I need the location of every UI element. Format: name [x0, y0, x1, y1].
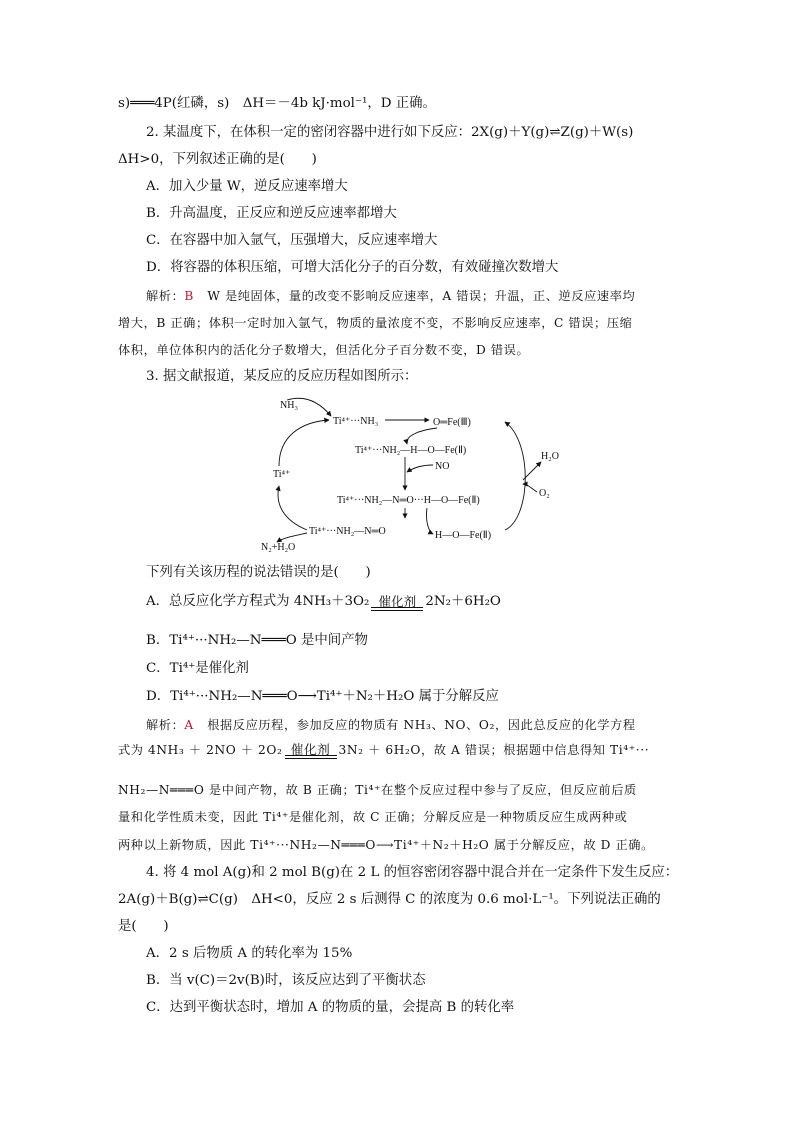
q2-explanation-line1: [146, 287, 635, 305]
label-o-fe3: O═Fe(Ⅲ): [433, 417, 471, 428]
arrow-cycle-right: [505, 422, 525, 530]
arrow-no-in: [407, 465, 433, 472]
label-ti-nh2-h-o-fe2: Ti⁴⁺···NH₂—H—O—Fe(Ⅱ): [355, 445, 467, 456]
q3-explanation-line5: 两种以上新物质，因此 Ti⁴⁺···NH₂—N═══O⟶Ti⁴⁺＋N₂＋H₂O 属于分解反应，故 D 正确。: [118, 838, 654, 852]
q3-question: 下列有关该历程的说法错误的是( ): [146, 565, 371, 580]
q3-explanation-line2: [118, 736, 649, 764]
q3-explanation-line4: 量和化学性质未变，因此 Ti⁴⁺是催化剂，故 C 正确；分解反应是一种物质反应生成两种或: [118, 810, 628, 824]
q3-stem: 3. 据文献报道，某反应的反应历程如图所示：: [146, 369, 418, 384]
label-ti4: Ti⁴⁺: [273, 469, 291, 480]
q4-option-c: C．达到平衡状态时，增加 A 的物质的量，会提高 B 的转化率: [146, 1000, 515, 1015]
label-ti-nh2-n-o: Ti⁴⁺···NH₂—N═O: [309, 526, 386, 537]
q3-option-c: C．Ti⁴⁺是催化剂: [146, 661, 249, 676]
label-intermediate-complex: Ti⁴⁺···NH₂—N═O···H—O—Fe(Ⅱ): [337, 495, 480, 506]
catalyst-equals-sign: [283, 736, 339, 764]
q2-stem-line1: 2. 某温度下，在体积一定的密闭容器中进行如下反应：2X(g)＋Y(g)⇌Z(g)＋W(s): [146, 125, 634, 140]
q2-stem-line2: ΔH>0，下列叙述正确的是( ): [118, 152, 317, 167]
q3-option-a: [146, 588, 501, 616]
q3-option-b: B．Ti⁴⁺···NH₂—N═══O 是中间产物: [146, 633, 368, 648]
q3-explanation-line1: [146, 716, 636, 734]
explanation-text: W 是纯固体，量的改变不影响反应速率，A 错误；升温，正、逆反应速率均: [207, 289, 636, 303]
label-ti-nh3: Ti⁴⁺···NH₃: [333, 416, 379, 427]
catalyst-label: 催化剂: [378, 594, 417, 609]
q4-stem-line3: 是( ): [118, 919, 169, 934]
label-n2-h2o: N₂+H₂O: [261, 542, 296, 553]
explanation-label: 解析：: [146, 289, 185, 303]
answer-letter: A: [184, 718, 194, 732]
catalyst-equals-sign: [369, 588, 425, 616]
label-nh3: NH₃: [280, 400, 298, 411]
q3-option-d: D．Ti⁴⁺···NH₂—N═══O⟶Ti⁴⁺＋N₂＋H₂O 属于分解反应: [146, 689, 499, 704]
option-a-lhs: A．总反应化学方程式为 4NH₃＋3O₂: [146, 594, 370, 609]
arrow-n2-out: [277, 533, 307, 542]
q2-option-c: C．在容器中加入氩气，压强增大，反应速率增大: [146, 233, 438, 248]
q2-option-b: B．升高温度，正反应和逆反应速率都增大: [146, 206, 397, 221]
label-h-o-fe2: H—O—Fe(Ⅱ): [435, 530, 492, 541]
q4-stem-line1: 4. 将 4 mol A(g)和 2 mol B(g)在 2 L 的恒容密闭容器中混合并在一定条件下发生反应：: [146, 865, 679, 880]
q2-option-d: D．将容器的体积压缩，可增大活化分子的百分数，有效碰撞次数增大: [146, 260, 559, 275]
label-h2o: H₂O: [541, 451, 559, 462]
q2-explanation-line2: 增大，B 正确；体积一定时加入氩气，物质的量浓度不变，不影响反应速率，C 错误；压缩: [118, 316, 633, 330]
reaction-mechanism-diagram: [255, 392, 585, 557]
arrow-to-ti: [278, 486, 307, 530]
explanation-text: 根据反应历程，参加反应的物质有 NH₃、NO、O₂，因此总反应的化学方程: [207, 718, 636, 732]
equation-rhs: 3N₂ ＋ 6H₂O，故 A 错误；根据题中信息得知 Ti⁴⁺···: [338, 743, 650, 757]
q4-option-a: A．2 s 后物质 A 的转化率为 15%: [146, 946, 353, 961]
arrow-ofe-down: [407, 428, 437, 444]
q2-explanation-line3: 体积，单位体积内的活化分子数增大，但活化分子百分数不变，D 错误。: [118, 343, 530, 357]
arrow-ti-up: [279, 420, 329, 466]
q4-option-b: B．当 v(C)＝2v(B)时，该反应达到了平衡状态: [146, 973, 426, 988]
explanation-label: 解析：: [146, 718, 185, 732]
arrow-to-hofe: [426, 508, 433, 534]
label-no: NO: [435, 461, 450, 472]
equation-lhs: 式为 4NH₃ ＋ 2NO ＋ 2O₂: [118, 743, 283, 757]
q2-option-a: A．加入少量 W，逆反应速率增大: [146, 179, 348, 194]
prev-answer-tail: s)═══4P(红磷，s) ΔH＝－4b kJ·mol⁻¹，D 正确。: [118, 96, 436, 111]
catalyst-label: 催化剂: [290, 742, 331, 757]
q3-explanation-line3: NH₂—N═══O 是中间产物，故 B 正确；Ti⁴⁺在整个反应过程中参与了反应，但反应前后质: [118, 783, 637, 797]
q4-stem-line2: 2A(g)＋B(g)⇌C(g) ΔH<0，反应 2 s 后测得 C 的浓度为 0.6 mol·L⁻¹。下列说法正确的: [118, 892, 661, 907]
answer-letter: B: [184, 289, 194, 303]
label-o2: O₂: [539, 488, 550, 499]
arrow-h2o-out: [523, 462, 541, 480]
option-a-rhs: 2N₂＋6H₂O: [425, 594, 501, 609]
